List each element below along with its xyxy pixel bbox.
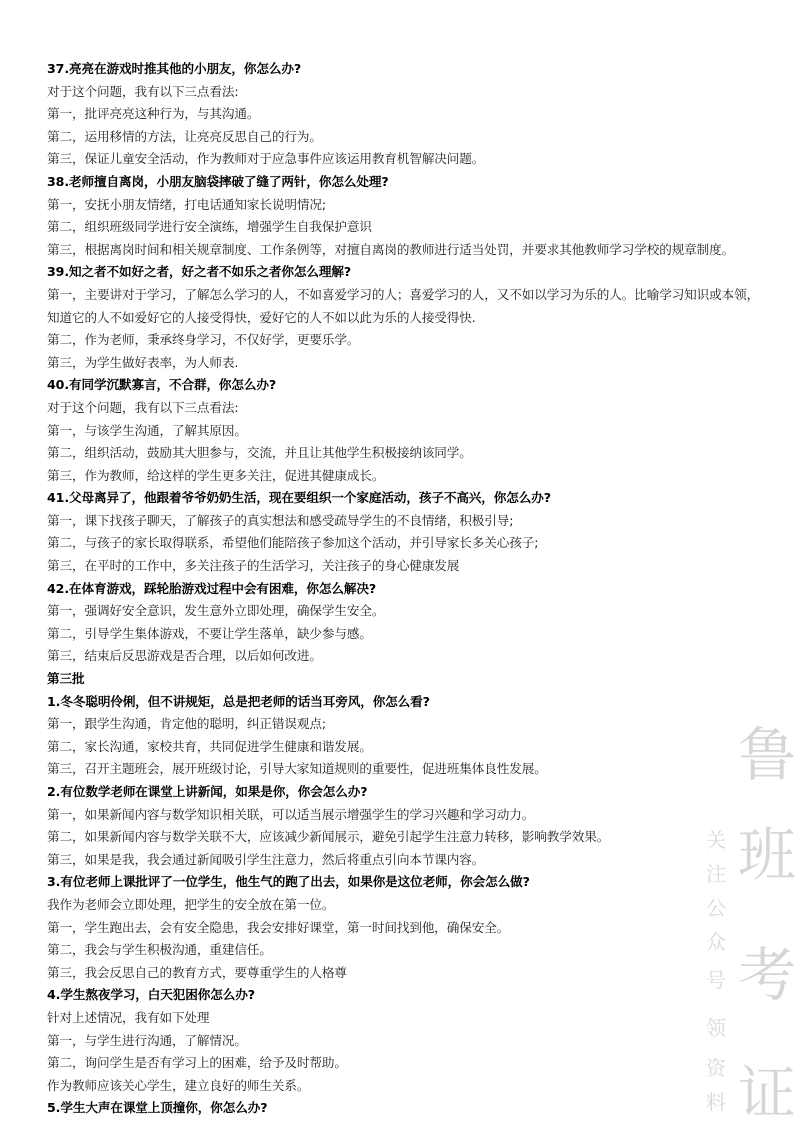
answer-line: 第三，在平时的工作中，多关注孩子的生活学习，关注孩子的身心健康发展 <box>47 558 460 574</box>
answer-line: 第二，作为老师，秉承终身学习，不仅好学，更要乐学。 <box>47 332 360 348</box>
watermark-char: 注 <box>706 862 726 886</box>
question-heading: 38.老师擅自离岗，小朋友脑袋摔破了缝了两针，你怎么处理? <box>47 173 389 189</box>
answer-line: 第一，强调好安全意识，发生意外立即处理，确保学生安全。 <box>47 603 385 619</box>
answer-line: 第一，跟学生沟通，肯定他的聪明，纠正错误观点; <box>47 716 327 732</box>
answer-line: 第二，组织活动，鼓励其大胆参与，交流，并且让其他学生积极接纳该同学。 <box>47 445 472 461</box>
watermark-char: 号 <box>706 968 726 992</box>
question-heading: 37.亮亮在游戏时推其他的小朋友，你怎么办? <box>47 61 302 76</box>
question-heading: 42.在体育游戏，踩轮胎游戏过程中会有困难，你怎么解决? <box>47 580 377 596</box>
answer-line: 第二，如果新闻内容与数学关联不大，应该减少新闻展示，避免引起学生注意力转移，影响教学效果。 <box>47 829 610 845</box>
answer-line: 第二，运用移情的方法，让亮亮反思自己的行为。 <box>47 128 322 144</box>
question-heading: 4.学生熬夜学习，白天犯困你怎么办? <box>47 987 255 1003</box>
answer-line: 第三，结束后反思游戏是否合理，以后如何改进。 <box>47 648 322 664</box>
watermark-char: 料 <box>706 1090 726 1114</box>
watermark-char: 公 <box>706 896 726 920</box>
watermark-char: 关 <box>706 828 726 852</box>
watermark-char: 资 <box>706 1056 726 1080</box>
answer-line: 作为教师应该关心学生，建立良好的师生关系。 <box>47 1077 310 1093</box>
answer-line: 第一，学生跑出去，会有安全隐患，我会安排好课堂，第一时间找到他，确保安全。 <box>47 919 510 935</box>
question-heading: 39.知之者不如好之者，好之者不如乐之者你怎么理解? <box>47 264 352 280</box>
answer-line: 第二，引导学生集体游戏，不要让学生落单，缺少参与感。 <box>47 625 372 641</box>
answer-line: 第一，课下找孩子聊天，了解孩子的真实想法和感受疏导学生的不良情绪，积极引导; <box>47 512 514 528</box>
watermark-char: 班 <box>738 821 797 889</box>
question-heading: 3.有位老师上课批评了一位学生，他生气的跑了出去，如果你是这位老师，你会怎么做? <box>47 874 530 890</box>
answer-line: 我作为老师会立即处理，把学生的安全放在第一位。 <box>47 896 335 912</box>
answer-line: 第三，作为教师，给这样的学生更多关注，促进其健康成长。 <box>47 467 385 483</box>
answer-line: 对于这个问题，我有以下三点看法: <box>47 399 239 415</box>
answer-line: 第一，主要讲对于学习，了解怎么学习的人，不如喜爱学习的人；喜爱学习的人，又不如以学习为乐的人。比喻学习知识或本领，知道它的人不如爱好它的人接受得快，爱好它的人不如以此为乐的人接受得快. <box>47 286 760 325</box>
answer-line: 第三，保证儿童安全活动，作为教师对于应急事件应该运用教育机智解决问题。 <box>47 151 485 167</box>
answer-line: 第三，如果是我，我会通过新闻吸引学生注意力，然后将重点引向本节课内容。 <box>47 851 485 867</box>
question-heading: 41.父母离异了，他跟着爷爷奶奶生活，现在要组织一个家庭活动，孩子不高兴，你怎么办? <box>47 490 551 506</box>
answer-line: 第一，批评亮亮这种行为，与其沟通。 <box>47 106 260 122</box>
question-heading: 2.有位数学老师在课堂上讲新闻，如果是你，你会怎么办? <box>47 784 368 799</box>
question-heading: 40.有同学沉默寡言，不合群，你怎么办? <box>47 377 277 393</box>
answer-line: 第三，根据离岗时间和相关规章制度、工作条例等，对擅自离岗的教师进行适当处罚，并要求其他教师学习学校的规章制度。 <box>47 241 735 257</box>
watermark-char: 领 <box>706 1016 726 1040</box>
answer-line: 第一，安抚小朋友情绪，打电话通知家长说明情况; <box>47 196 327 212</box>
answer-line: 第二，我会与学生积极沟通，重建信任。 <box>47 942 272 958</box>
answer-line: 第一，与学生进行沟通，了解情况。 <box>47 1032 247 1048</box>
answer-line: 第二，家长沟通，家校共育，共同促进学生健康和谐发展。 <box>47 738 372 754</box>
answer-line: 第一，如果新闻内容与数学知识相关联，可以适当展示增强学生的学习兴趣和学习动力。 <box>47 806 535 822</box>
question-heading: 1.冬冬聪明伶俐，但不讲规矩，总是把老师的话当耳旁风，你怎么看? <box>47 693 430 709</box>
answer-line: 第二，询问学生是否有学习上的困难，给予及时帮助。 <box>47 1055 347 1071</box>
question-heading: 5.学生大声在课堂上顶撞你，你怎么办? <box>47 1100 268 1116</box>
answer-line: 对于这个问题，我有以下三点看法: <box>47 83 239 99</box>
answer-line: 针对上述情况，我有如下处理 <box>47 1009 210 1025</box>
watermark-char: 考 <box>738 941 797 1009</box>
watermark-char: 证 <box>738 1059 797 1127</box>
question-heading: 第三批 <box>47 671 85 687</box>
answer-line: 第一，与该学生沟通，了解其原因。 <box>47 422 247 438</box>
watermark-char: 众 <box>706 930 726 954</box>
answer-line: 第二，组织班级同学进行安全演练，增强学生自我保护意识 <box>47 219 372 235</box>
answer-line: 第二，与孩子的家长取得联系，希望他们能陪孩子参加这个活动，并引导家长多关心孩子; <box>47 535 539 551</box>
answer-line: 第三，我会反思自己的教育方式，要尊重学生的人格尊 <box>47 964 347 980</box>
answer-line: 第三，为学生做好表率，为人师表. <box>47 354 239 370</box>
document-body <box>47 58 767 1120</box>
watermark-char: 鲁 <box>738 721 797 789</box>
answer-line: 第三，召开主题班会，展开班级讨论，引导大家知道规则的重要性，促进班集体良性发展。 <box>47 761 547 777</box>
